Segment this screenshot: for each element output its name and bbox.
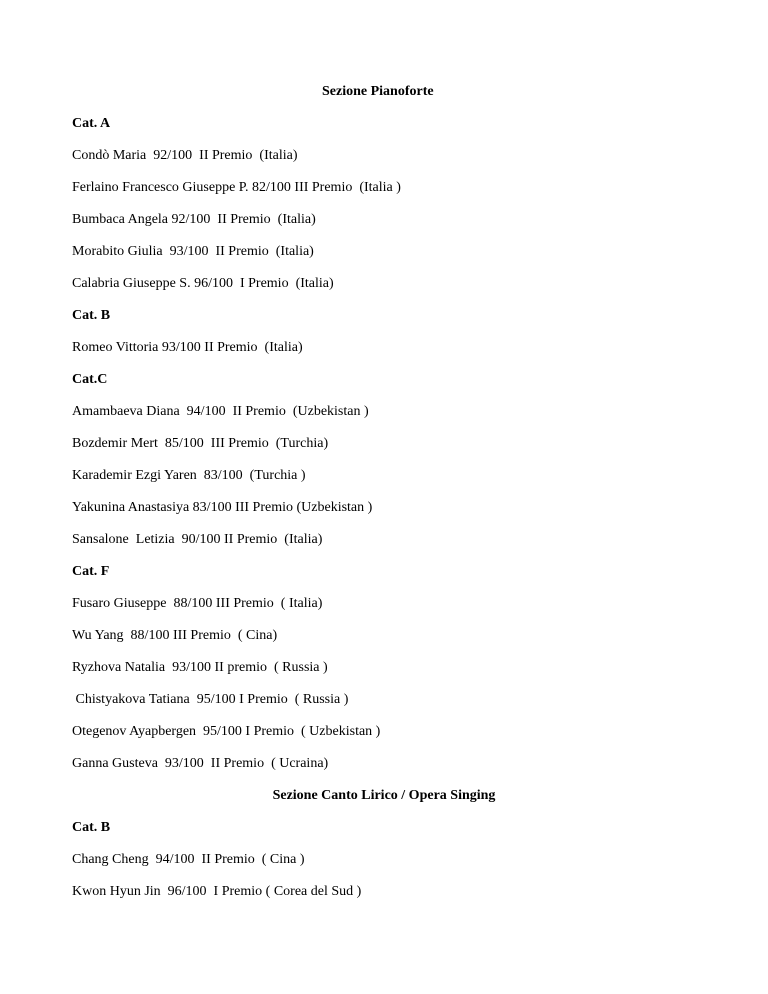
result-entry: Sansalone Letizia 90/100 II Premio (Italia): [72, 532, 323, 547]
result-entry: Kwon Hyun Jin 96/100 I Premio ( Corea del Sud ): [72, 884, 362, 899]
result-entry: Amambaeva Diana 94/100 II Premio (Uzbekistan ): [72, 404, 369, 419]
result-entry: Bumbaca Angela 92/100 II Premio (Italia): [72, 212, 316, 227]
result-entry: Morabito Giulia 93/100 II Premio (Italia): [72, 244, 314, 259]
result-entry: Romeo Vittoria 93/100 II Premio (Italia): [72, 340, 303, 355]
section-title-canto-lirico: Sezione Canto Lirico / Opera Singing: [272, 788, 496, 803]
result-entry: Calabria Giuseppe S. 96/100 I Premio (Italia): [72, 276, 334, 291]
result-entry: Fusaro Giuseppe 88/100 III Premio ( Italia): [72, 596, 323, 611]
category-label-a: Cat. A: [72, 116, 111, 131]
result-entry: Chang Cheng 94/100 II Premio ( Cina ): [72, 852, 305, 867]
category-label-f: Cat. F: [72, 564, 110, 579]
result-entry: Chistyakova Tatiana 95/100 I Premio ( Russia ): [72, 692, 349, 707]
result-entry: Wu Yang 88/100 III Premio ( Cina): [72, 628, 278, 643]
category-label-b: Cat. B: [72, 820, 111, 835]
result-entry: Bozdemir Mert 85/100 III Premio (Turchia): [72, 436, 329, 451]
result-entry: Condò Maria 92/100 II Premio (Italia): [72, 148, 298, 163]
result-entry: Yakunina Anastasiya 83/100 III Premio (Uzbekistan ): [72, 500, 373, 515]
section-title-pianoforte: Sezione Pianoforte: [322, 84, 434, 99]
result-entry: Ganna Gusteva 93/100 II Premio ( Ucraina): [72, 756, 329, 771]
result-entry: Otegenov Ayapbergen 95/100 I Premio ( Uzbekistan ): [72, 724, 381, 739]
result-entry: Ferlaino Francesco Giuseppe P. 82/100 III Premio (Italia ): [72, 180, 401, 195]
category-label-b: Cat. B: [72, 308, 111, 323]
result-entry: Karademir Ezgi Yaren 83/100 (Turchia ): [72, 468, 306, 483]
category-label-c: Cat.C: [72, 372, 108, 387]
result-entry: Ryzhova Natalia 93/100 II premio ( Russia ): [72, 660, 328, 675]
